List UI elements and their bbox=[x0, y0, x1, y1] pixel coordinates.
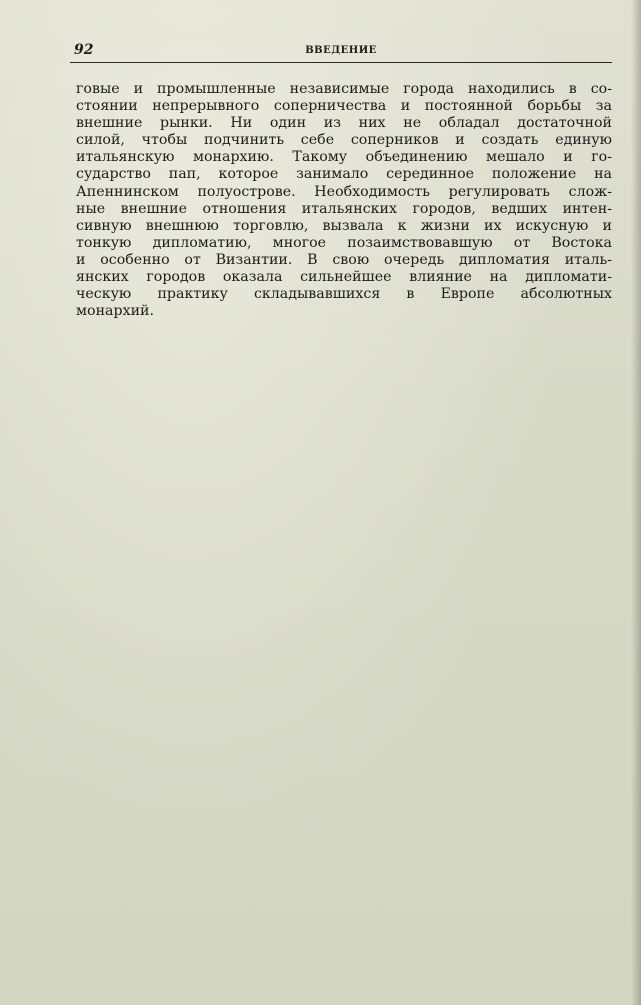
text-line: и особенно от Византии. В свою очередь дипломатия италь- bbox=[76, 251, 612, 268]
text-line: говые и промышленные независимые города находились в со- bbox=[76, 81, 612, 97]
page-header bbox=[70, 40, 612, 63]
text-line: Апеннинском полуострове. Необходимость регулировать слож- bbox=[76, 183, 612, 200]
text-line: ные внешние отношения итальянских городов, ведших интен- bbox=[76, 200, 612, 217]
page-edge-shadow bbox=[631, 0, 641, 1005]
text-line: стоянии непрерывного соперничества и постоянной борьбы за bbox=[76, 98, 612, 115]
text-line: силой, чтобы подчинить себе соперников и создать единую bbox=[76, 132, 612, 149]
text-line: ческую практику складывавшихся в Европе абсолютных bbox=[76, 286, 612, 303]
text-line: янских городов оказала сильнейшее влияние на дипломати- bbox=[76, 269, 612, 286]
text-line: внешние рынки. Ни один из них не обладал достаточной bbox=[76, 115, 612, 132]
running-head: ВВЕДЕНИЕ bbox=[305, 45, 377, 56]
body-paragraph bbox=[76, 81, 612, 320]
page-number: 92 bbox=[74, 42, 94, 58]
text-line: сударство пап, которое занимало серединное положение на bbox=[76, 166, 612, 183]
text-line: итальянскую монархию. Такому объединению мешало и го- bbox=[76, 149, 612, 166]
text-line: тонкую дипломатию, многое позаимствовавшую от Востока bbox=[76, 234, 612, 251]
text-line: монархий. bbox=[76, 303, 154, 320]
text-line: сивную внешнюю торговлю, вызвала к жизни их искусную и bbox=[76, 217, 612, 234]
